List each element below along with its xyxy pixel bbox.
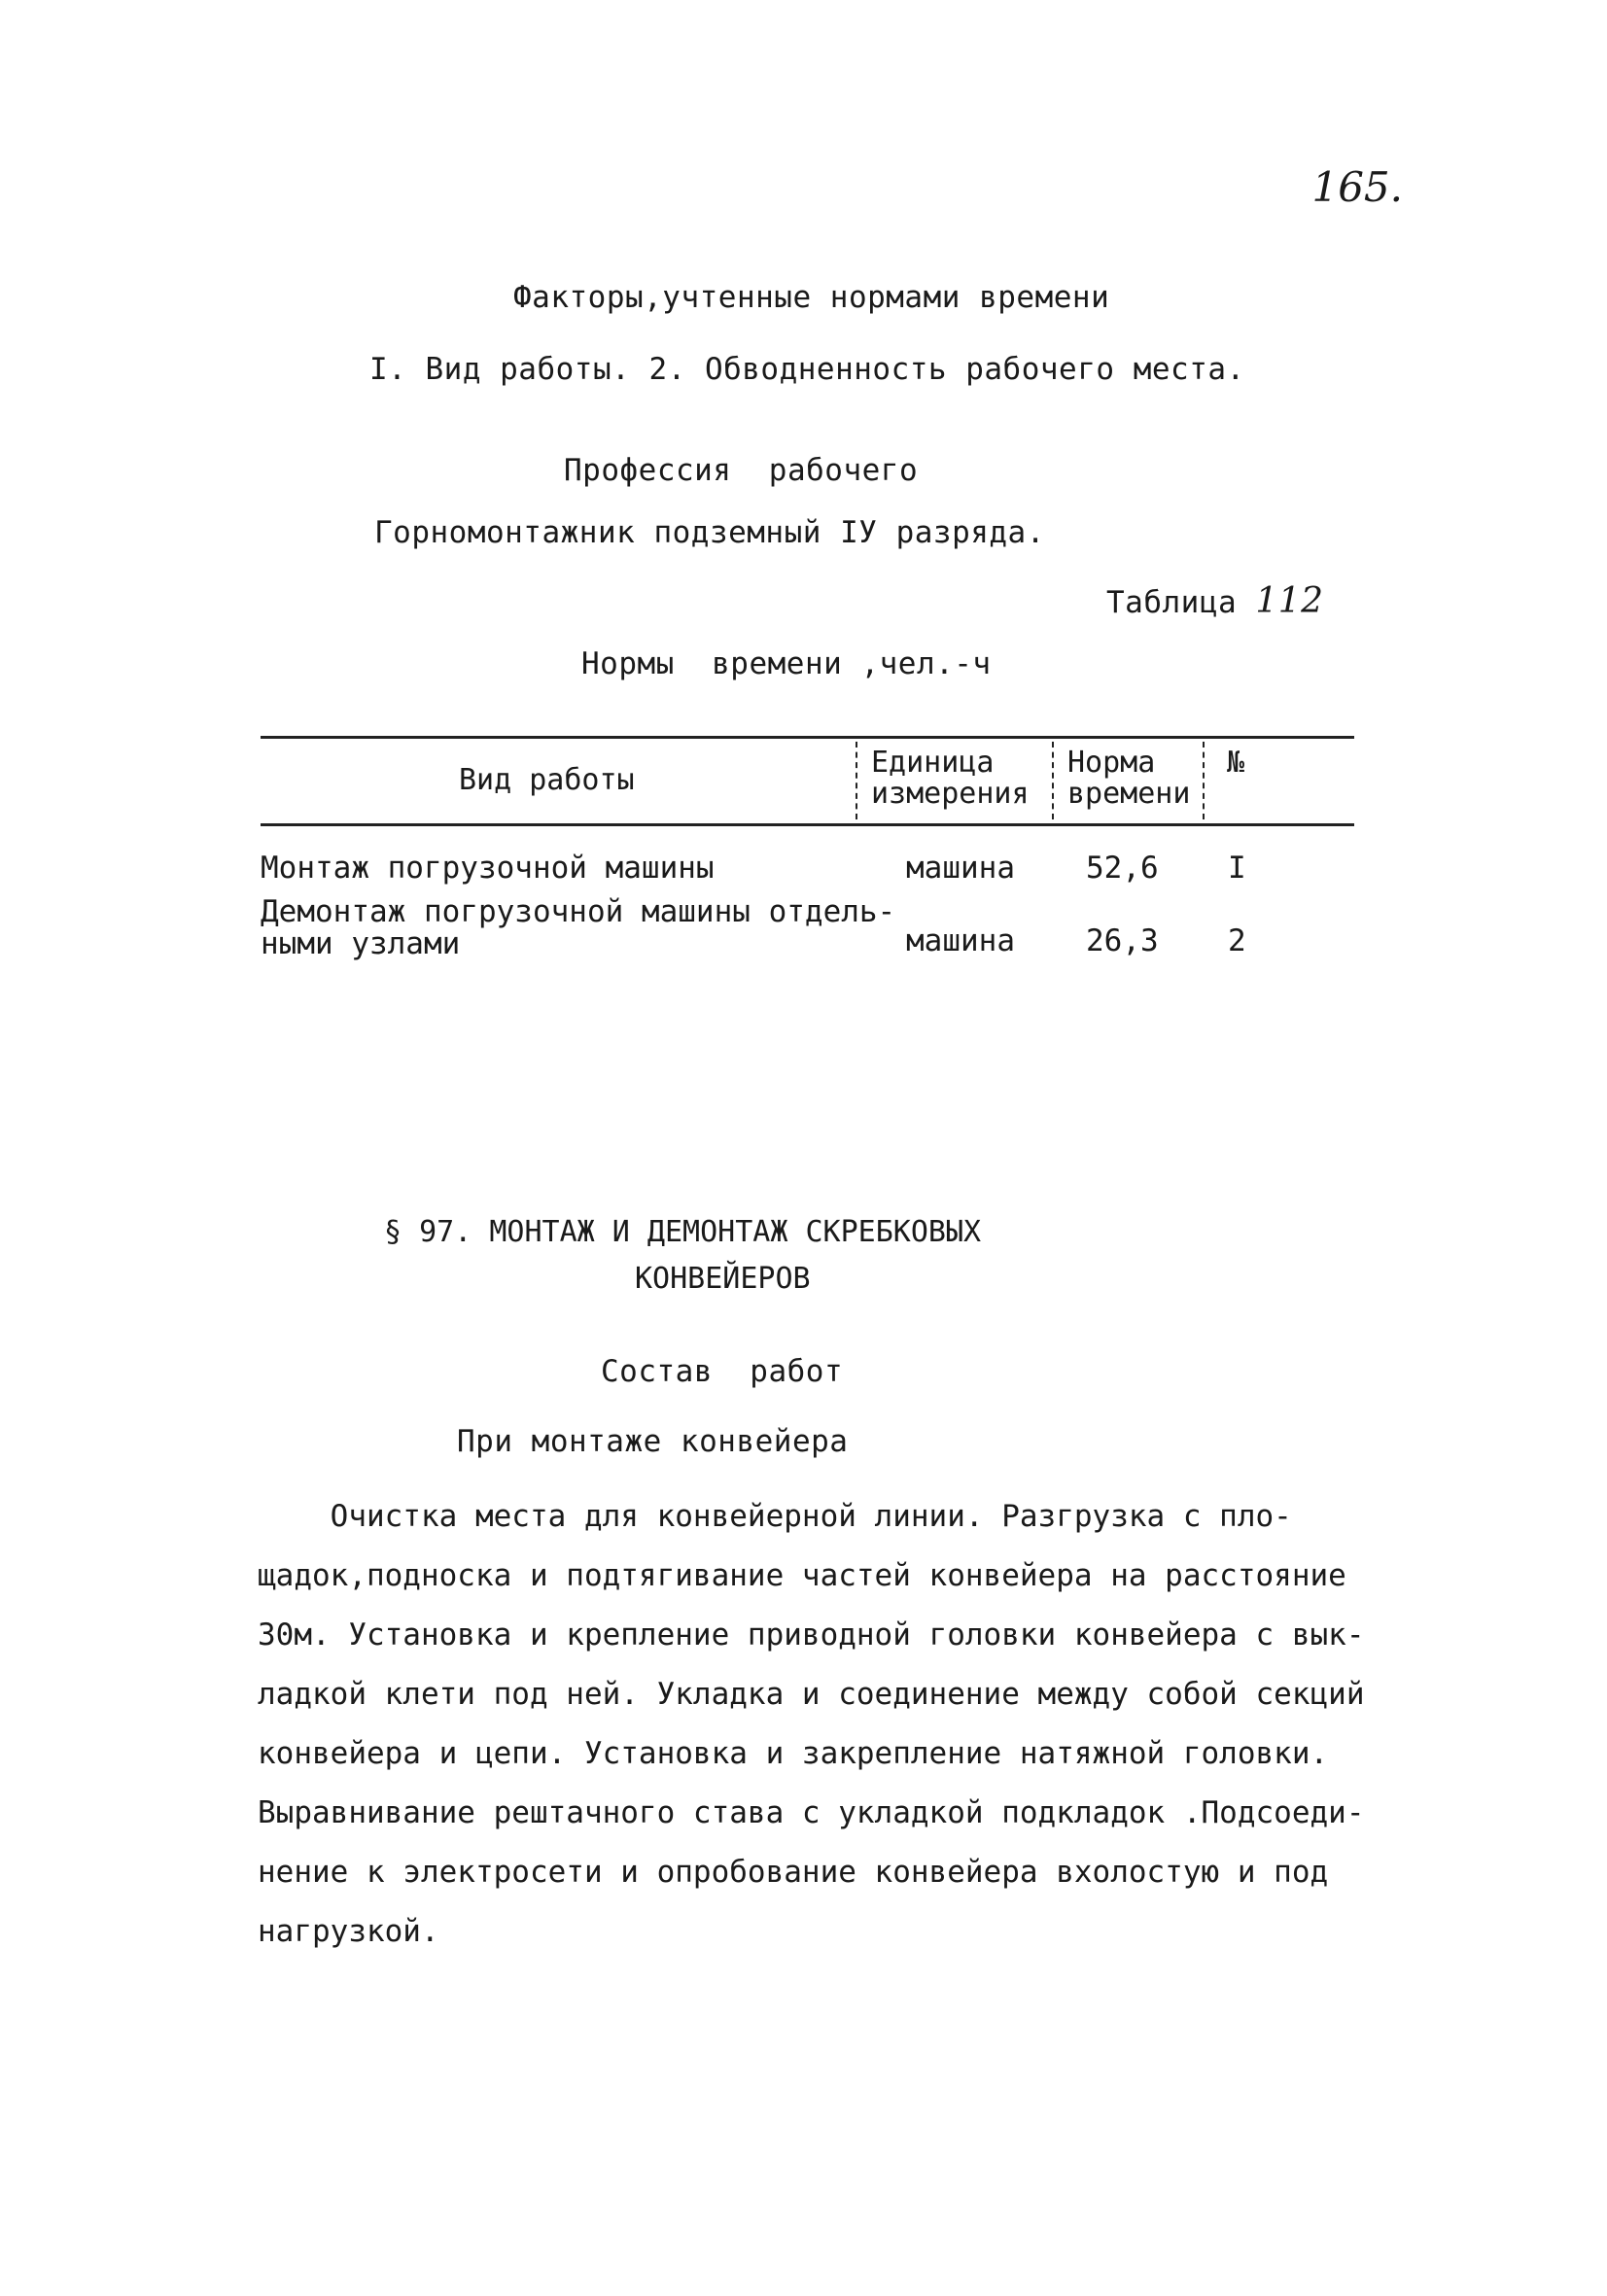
body-line: щадок,подноска и подтягивание частей конвейера на расстояние	[258, 1558, 1346, 1593]
header-work-type: Вид работы	[459, 763, 635, 797]
body-line: нагрузкой.	[258, 1914, 439, 1949]
body-line: Выравнивание рештачного става с укладкой подкладок .Подсоеди-	[258, 1795, 1365, 1830]
body-line: нение к электросети и опробование конвейера вхолостую и под	[258, 1855, 1329, 1890]
composition-title: Состав работ	[601, 1354, 844, 1389]
row2-num: 2	[1228, 923, 1246, 958]
body-line: 30м. Установка и крепление приводной головки конвейера с вык-	[258, 1618, 1365, 1652]
row1-work: Монтаж погрузочной машины	[261, 851, 715, 886]
table-divider-num	[1203, 742, 1205, 819]
row1-norm: 52,6	[1086, 851, 1159, 886]
table-header-rule	[261, 823, 1354, 826]
row2-unit: машина	[906, 923, 1015, 958]
section-title-line1: МОНТАЖ И ДЕМОНТАЖ СКРЕБКОВЫХ	[489, 1215, 982, 1249]
section-number: § 97.	[384, 1215, 472, 1249]
row1-unit: машина	[906, 851, 1015, 886]
table-divider-norm	[1052, 742, 1054, 819]
factors-list: I. Вид работы. 2. Обводненность рабочего места.	[369, 352, 1245, 387]
body-line: конвейера и цепи. Установка и закрепление натяжной головки.	[258, 1736, 1329, 1771]
header-norm-line1: Норма	[1067, 746, 1156, 780]
header-norm-line2: времени	[1067, 777, 1191, 811]
row1-num: I	[1228, 851, 1246, 886]
mounting-title: При монтаже конвейера	[457, 1424, 849, 1459]
table-label-number: 112	[1255, 581, 1324, 621]
table-divider-unit	[856, 742, 857, 819]
body-line: ладкой клети под ней. Укладка и соединение между собой секций	[258, 1677, 1365, 1712]
body-line: Очистка места для конвейерной линии. Разгрузка с пло-	[258, 1499, 1292, 1534]
table-top-rule	[261, 736, 1354, 739]
factors-title: Факторы,учтенные нормами времени	[513, 280, 1110, 315]
table-label	[1106, 581, 1324, 621]
norms-title: Нормы времени ,чел.-ч	[581, 646, 992, 681]
row2-norm: 26,3	[1086, 923, 1159, 958]
header-num: №	[1227, 746, 1245, 780]
page-number: 165.	[1311, 163, 1403, 211]
header-unit-line2: измерения	[871, 777, 1030, 811]
body-paragraph	[258, 1487, 1365, 1962]
profession-title: Профессия рабочего	[564, 453, 919, 488]
profession-value: Горномонтажник подземный IУ разряда.	[374, 515, 1045, 550]
row2-work-line1: Демонтаж погрузочной машины отдель-	[261, 894, 896, 929]
section-heading	[384, 1215, 981, 1249]
section-title-line2: КОНВЕЙЕРОВ	[635, 1262, 811, 1296]
header-unit-line1: Единица	[871, 746, 995, 780]
table-label-prefix: Таблица	[1106, 585, 1238, 620]
row2-work-line2: ными узлами	[261, 926, 461, 961]
